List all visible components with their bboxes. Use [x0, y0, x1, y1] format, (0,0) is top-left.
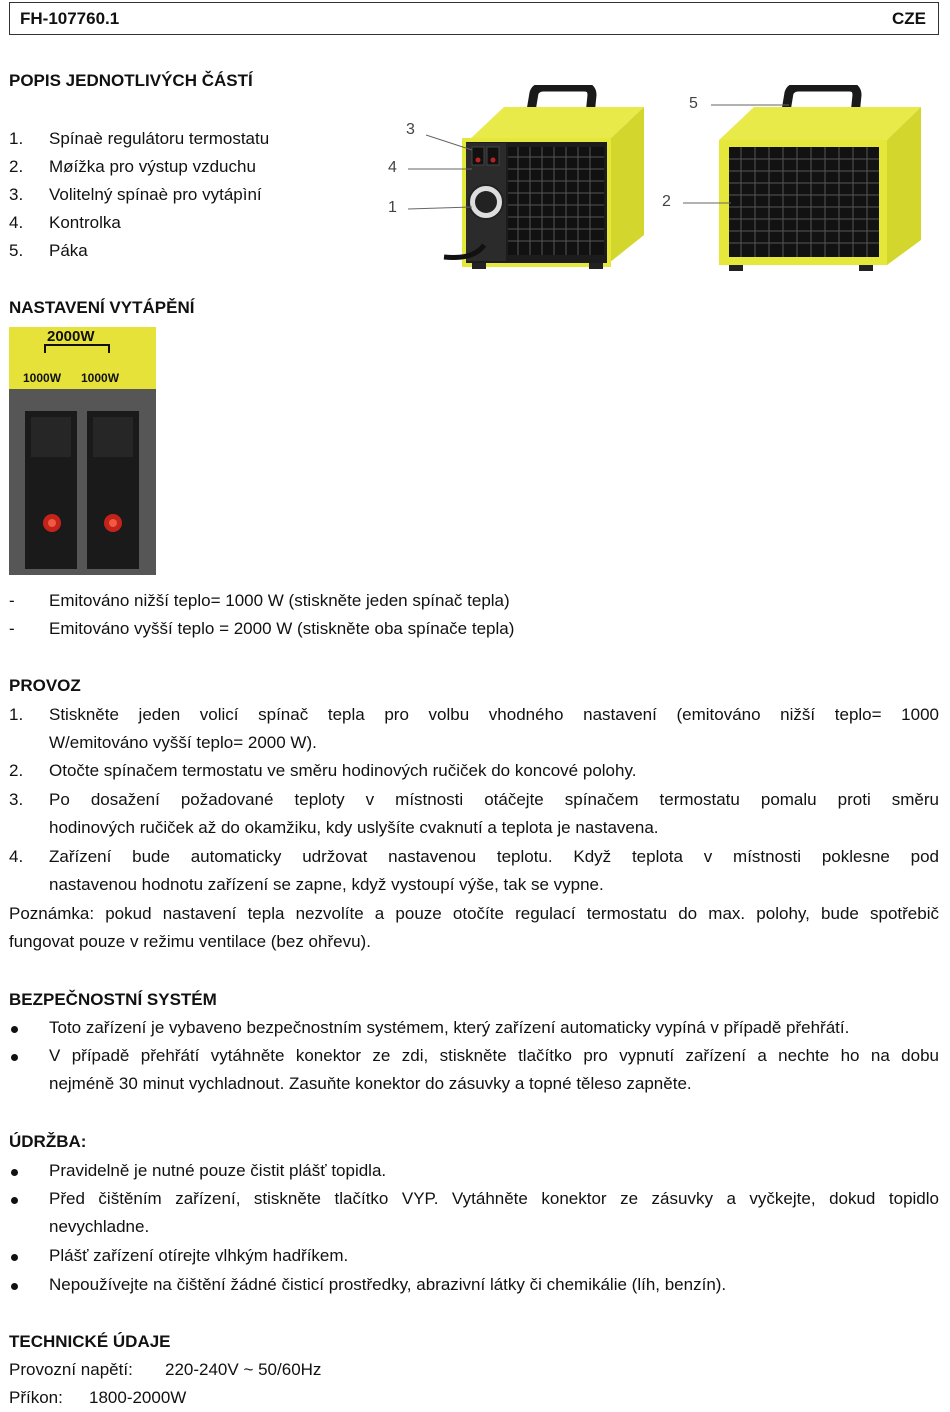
spec-power-value: 1800-2000W — [89, 1388, 187, 1407]
safety-bullet: V případě přehřátí vytáhněte konektor ze zdi, stiskněte tlačítko pro vypnutí zařízení a nechte ho na dobu nejméně 30 minut vychladnout. Zasuňte konektor do zásuvky a topné těleso zapněte. — [9, 1042, 939, 1098]
language-code: CZE — [892, 8, 926, 28]
document-code: FH-107760.1 — [20, 8, 120, 28]
callout-5: 5 — [689, 95, 698, 112]
bullet-icon — [11, 1197, 18, 1204]
bullet-icon — [11, 1169, 18, 1176]
operation-note-line-2: fungovat pouze v režimu ventilace (bez ohřevu). — [9, 932, 371, 951]
panel-label-1000w-right: 1000W — [81, 371, 120, 385]
operation-note-line-1: Poznámka: pokud nastavení tepla nezvolíte a pouze otočíte regulací termostatu do max. polohy, bude spotřebič — [9, 904, 939, 923]
panel-label-2000w: 2000W — [47, 328, 95, 345]
bullet-icon — [11, 1254, 18, 1261]
spec-voltage-label: Provozní napětí: — [9, 1360, 133, 1379]
maintenance-heading: ÚDRŽBA: — [9, 1132, 87, 1151]
bullet-icon — [11, 1283, 18, 1290]
bullet-icon — [11, 1026, 18, 1033]
document-header — [9, 2, 939, 35]
operation-step-1: 1. Stiskněte jeden volicí spínač tepla pro volbu vhodného nastavení (emitováno nižší teplo= 1000 W/emitováno vyšší teplo= 2000 W). — [9, 705, 939, 752]
callout-4: 4 — [388, 159, 397, 176]
maintenance-bullet: Před čištěním zařízení, stiskněte tlačítko VYP. Vytáhněte konektor ze zásuvky a vyčkejte, dokud topidlo nevychladne. — [9, 1185, 939, 1241]
callout-3: 3 — [406, 121, 415, 138]
callout-2: 2 — [662, 193, 671, 210]
switch-panel-photo — [9, 327, 156, 575]
spec-power-label: Příkon: — [9, 1388, 63, 1407]
operation-heading: PROVOZ — [9, 676, 81, 695]
heating-heading: NASTAVENÍ VYTÁPĚNÍ — [9, 298, 195, 317]
safety-heading: BEZPEČNOSTNÍ SYSTÉM — [9, 990, 217, 1009]
callout-1: 1 — [388, 199, 397, 216]
bullet-icon — [11, 1054, 18, 1061]
panel-label-1000w-left: 1000W — [23, 371, 62, 385]
heater-side-photo — [659, 85, 929, 275]
operation-step-3: 3. Po dosažení požadované teploty v místnosti otáčejte spínačem termostatu pomalu proti směru hodinových ručiček až do okamžiku, kdy uslyšíte cvaknutí a teplota je nastavena. — [9, 790, 939, 837]
parts-heading: POPIS JEDNOTLIVÝCH ČÁSTÍ — [9, 71, 253, 90]
operation-step-4: 4. Zařízení bude automaticky udržovat nastavenou teplotu. Když teplota v místnosti poklesne pod nastavenou hodnotu zařízení se zapne, když vystoupí výše, tak se vypne. — [9, 847, 939, 894]
specs-heading: TECHNICKÉ ÚDAJE — [9, 1332, 171, 1351]
switch-panel-graphic — [9, 327, 156, 575]
heater-front-photo — [384, 85, 664, 270]
spec-voltage-value: 220-240V ~ 50/60Hz — [165, 1360, 322, 1379]
